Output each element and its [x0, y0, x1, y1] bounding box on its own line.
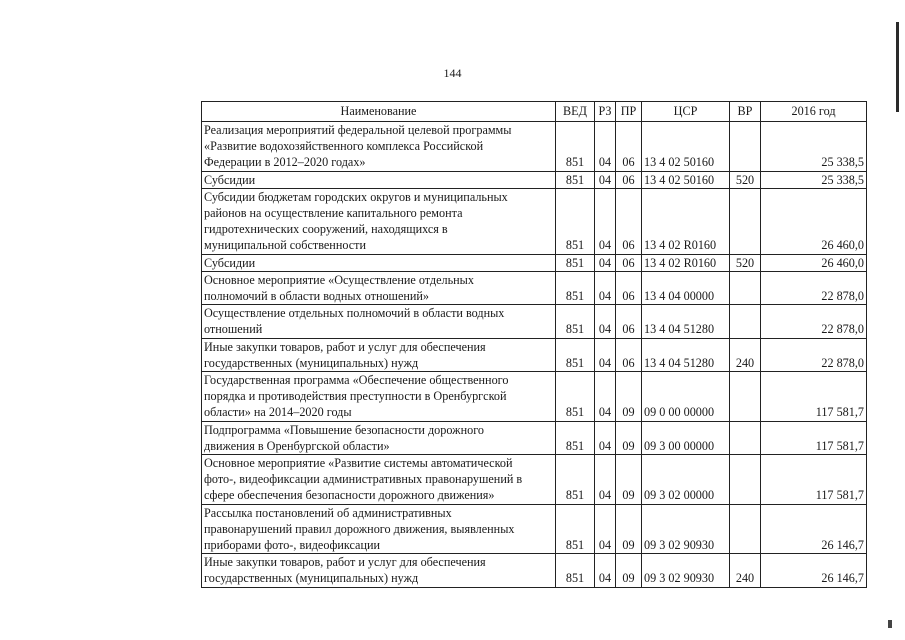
table-row	[202, 455, 867, 505]
row-name-line: гидротехнических сооружений, находящихся в	[204, 222, 448, 237]
table-row	[202, 271, 867, 304]
row-name-line: порядка и противодействия преступности в Оренбургской	[204, 389, 507, 404]
row-pr: 06	[616, 338, 642, 371]
row-ved: 851	[556, 122, 595, 172]
scan-edge-tick	[888, 620, 892, 628]
header-name: Наименование	[202, 102, 556, 122]
row-name-line: приборами фото-, видеофиксации	[204, 538, 381, 553]
row-rz: 04	[595, 188, 616, 254]
row-csr: 09 3 02 90930	[642, 554, 730, 587]
row-sum: 22 878,0	[761, 271, 867, 304]
row-name	[202, 188, 556, 254]
row-sum: 117 581,7	[761, 421, 867, 454]
row-name	[202, 305, 556, 338]
row-pr: 09	[616, 554, 642, 587]
table-row	[202, 171, 867, 188]
table-row	[202, 504, 867, 554]
header-year: 2016 год	[761, 102, 867, 122]
row-ved: 851	[556, 421, 595, 454]
row-ved: 851	[556, 254, 595, 271]
row-pr: 09	[616, 421, 642, 454]
row-pr: 06	[616, 305, 642, 338]
table-row	[202, 421, 867, 454]
row-rz: 04	[595, 122, 616, 172]
table-row	[202, 305, 867, 338]
table-row	[202, 122, 867, 172]
row-name-line: Федерации в 2012–2020 годах»	[204, 155, 366, 170]
row-csr: 13 4 04 00000	[642, 271, 730, 304]
row-pr: 09	[616, 455, 642, 505]
row-name-line: Иные закупки товаров, работ и услуг для обеспечения	[204, 339, 486, 354]
row-sum: 117 581,7	[761, 372, 867, 422]
row-pr: 06	[616, 171, 642, 188]
header-rz: РЗ	[595, 102, 616, 122]
row-name-line: Рассылка постановлений об административных	[204, 505, 452, 520]
row-csr: 09 3 00 00000	[642, 421, 730, 454]
row-pr: 09	[616, 504, 642, 554]
header-pr: ПР	[616, 102, 642, 122]
row-rz: 04	[595, 254, 616, 271]
row-name	[202, 421, 556, 454]
row-ved: 851	[556, 171, 595, 188]
table-row	[202, 254, 867, 271]
table-header-row	[202, 102, 867, 122]
row-rz: 04	[595, 171, 616, 188]
row-name	[202, 122, 556, 172]
row-name	[202, 554, 556, 587]
row-csr: 13 4 04 51280	[642, 305, 730, 338]
row-name-line: Основное мероприятие «Развитие системы автоматической	[204, 456, 513, 471]
row-name-line: муниципальной собственности	[204, 238, 366, 253]
row-sum: 26 460,0	[761, 254, 867, 271]
row-name	[202, 455, 556, 505]
row-name-line: Иные закупки товаров, работ и услуг для обеспечения	[204, 555, 486, 570]
row-name	[202, 338, 556, 371]
table-body	[202, 122, 867, 588]
row-name	[202, 254, 556, 271]
row-pr: 06	[616, 271, 642, 304]
header-csr: ЦСР	[642, 102, 730, 122]
row-rz: 04	[595, 305, 616, 338]
row-vr	[730, 455, 761, 505]
row-csr: 09 3 02 90930	[642, 504, 730, 554]
row-rz: 04	[595, 372, 616, 422]
row-ved: 851	[556, 455, 595, 505]
row-rz: 04	[595, 271, 616, 304]
row-vr: 240	[730, 554, 761, 587]
row-name-line: отношений	[204, 322, 263, 337]
row-name-line: полномочий в области водных отношений»	[204, 289, 430, 304]
row-name-line: правонарушений правил дорожного движения, выявленных	[204, 521, 515, 536]
row-vr	[730, 305, 761, 338]
row-vr	[730, 504, 761, 554]
row-pr: 06	[616, 188, 642, 254]
row-ved: 851	[556, 554, 595, 587]
row-sum: 22 878,0	[761, 305, 867, 338]
row-csr: 13 4 02 50160	[642, 171, 730, 188]
row-name	[202, 504, 556, 554]
row-rz: 04	[595, 504, 616, 554]
row-name-line: фото-, видеофиксации административных правонарушений в	[204, 472, 523, 487]
row-vr	[730, 421, 761, 454]
row-sum: 117 581,7	[761, 455, 867, 505]
table-row	[202, 338, 867, 371]
row-sum: 26 146,7	[761, 504, 867, 554]
table-row	[202, 188, 867, 254]
row-name-line: движения в Оренбургской области»	[204, 438, 390, 453]
row-vr	[730, 372, 761, 422]
row-sum: 22 878,0	[761, 338, 867, 371]
row-name-line: Основное мероприятие «Осуществление отдельных	[204, 272, 474, 287]
row-pr: 06	[616, 254, 642, 271]
table-row	[202, 372, 867, 422]
row-csr: 09 0 00 00000	[642, 372, 730, 422]
row-name-line: Государственная программа «Обеспечение общественного	[204, 373, 509, 388]
row-name-line: Подпрограмма «Повышение безопасности дорожного	[204, 422, 484, 437]
row-pr: 06	[616, 122, 642, 172]
row-name-line: области» на 2014–2020 годы	[204, 405, 352, 420]
row-ved: 851	[556, 372, 595, 422]
row-sum: 26 146,7	[761, 554, 867, 587]
row-ved: 851	[556, 271, 595, 304]
row-vr	[730, 122, 761, 172]
row-csr: 13 4 02 R0160	[642, 254, 730, 271]
row-csr: 13 4 02 R0160	[642, 188, 730, 254]
row-rz: 04	[595, 421, 616, 454]
row-name-line: «Развитие водохозяйственного комплекса Российской	[204, 139, 484, 154]
header-vr: ВР	[730, 102, 761, 122]
row-vr: 520	[730, 171, 761, 188]
row-name-line: Субсидии бюджетам городских округов и муниципальных	[204, 189, 508, 204]
row-vr	[730, 188, 761, 254]
table-row	[202, 554, 867, 587]
row-ved: 851	[556, 338, 595, 371]
row-name-line: Субсидии	[204, 255, 256, 270]
row-name-line: государственных (муниципальных) нужд	[204, 355, 419, 370]
row-sum: 25 338,5	[761, 171, 867, 188]
row-ved: 851	[556, 504, 595, 554]
row-vr: 240	[730, 338, 761, 371]
row-name-line: Субсидии	[204, 172, 256, 187]
row-pr: 09	[616, 372, 642, 422]
row-ved: 851	[556, 305, 595, 338]
row-name-line: Осуществление отдельных полномочий в области водных	[204, 306, 505, 321]
header-ved: ВЕД	[556, 102, 595, 122]
row-name-line: сфере обеспечения безопасности дорожного движения»	[204, 488, 495, 503]
row-vr	[730, 271, 761, 304]
row-sum: 25 338,5	[761, 122, 867, 172]
row-ved: 851	[556, 188, 595, 254]
page-number: 144	[443, 66, 462, 80]
row-name-line: районов на осуществление капитального ремонта	[204, 206, 463, 221]
row-name	[202, 372, 556, 422]
budget-table	[201, 101, 867, 588]
row-name-line: государственных (муниципальных) нужд	[204, 571, 419, 586]
row-rz: 04	[595, 554, 616, 587]
row-csr: 09 3 02 00000	[642, 455, 730, 505]
row-rz: 04	[595, 338, 616, 371]
row-name	[202, 171, 556, 188]
row-name	[202, 271, 556, 304]
row-csr: 13 4 02 50160	[642, 122, 730, 172]
row-sum: 26 460,0	[761, 188, 867, 254]
row-csr: 13 4 04 51280	[642, 338, 730, 371]
row-vr: 520	[730, 254, 761, 271]
row-name-line: Реализация мероприятий федеральной целевой программы	[204, 123, 512, 137]
row-rz: 04	[595, 455, 616, 505]
